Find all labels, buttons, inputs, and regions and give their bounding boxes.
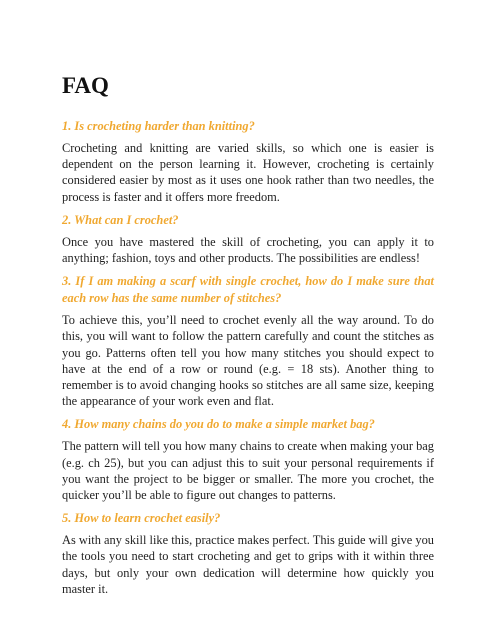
faq-item-3 (62, 273, 434, 409)
faq-question: 5. How to learn crochet easily? (62, 511, 221, 526)
faq-item-4 (62, 416, 434, 503)
faq-question: 1. Is crocheting harder than knitting? (62, 119, 255, 133)
page-title: FAQ (62, 73, 109, 98)
document-page (62, 72, 434, 604)
faq-answer: To achieve this, you’ll need to crochet evenly all the way around. To do this, you will want to follow the pattern carefully and count the stitches as you go. Patterns often tell you how many stitches you should expect to have at the end of a row or round (e.g. = 18 sts). Another thing to remember is to avoid changing hooks so stitches are all same size, keeping the appearance of your work even and flat. (62, 313, 434, 409)
faq-item-5 (62, 510, 434, 597)
faq-answer: Crocheting and knitting are varied skills, so which one is easier is dependent on the person learning it. However, crocheting is certainly considered easier by most as it uses one hook rather than two needles, the process is faster and it offers more freedom. (62, 141, 434, 204)
faq-answer: Once you have mastered the skill of crocheting, you can apply it to anything; fashion, toys and other products. The possibilities are endless! (62, 234, 434, 266)
faq-question: 3. If I am making a scarf with single crochet, how do I make sure that each row has the same number of stitches? (62, 274, 434, 306)
faq-question: 2. What can I crochet? (62, 212, 179, 227)
faq-answer: As with any skill like this, practice makes perfect. This guide will give you the tools you need to start crocheting and get to grips with it within three days, but only your own dedication will determine how quickly you master it. (62, 533, 434, 596)
faq-answer: The pattern will tell you how many chains to create when making your bag (e.g. ch 25), but you can adjust this to suit your personal requirements if you want the project to be bigger or smaller. The more you crochet, the quicker you’ll be able to figure out changes to patterns. (62, 439, 434, 503)
faq-item-2 (62, 212, 434, 266)
faq-question: 4. How many chains do you do to make a simple market bag? (62, 417, 375, 432)
faq-item-1 (62, 118, 434, 205)
